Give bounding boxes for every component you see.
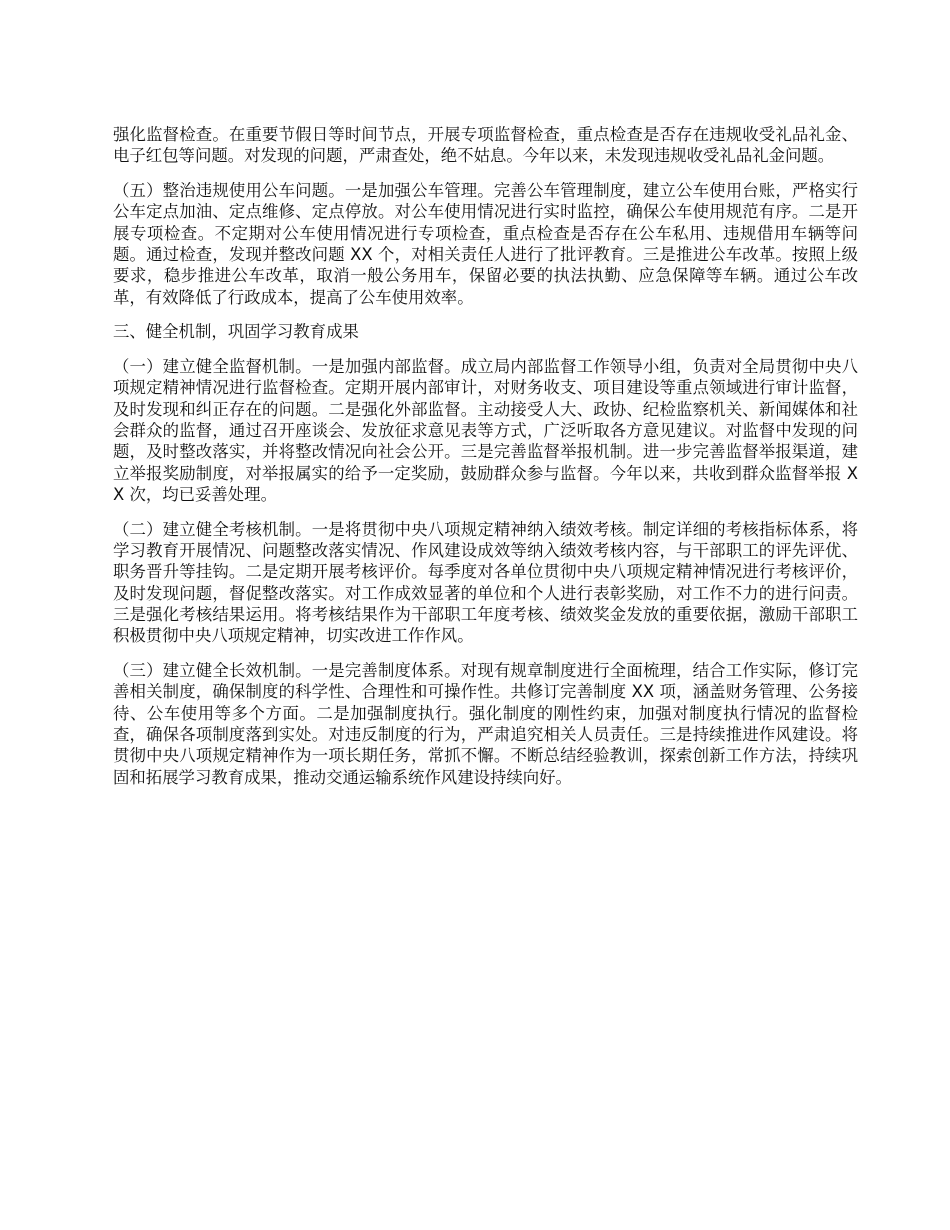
paragraph-supervision-mechanism: （一）建立健全监督机制。一是加强内部监督。成立局内部监督工作领导小组，负责对全局贯彻中央八项规定精神情况进行监督检查。定期开展内部审计，对财务收支、项目建设等重点领域进行审计监督，及时发现和纠正存在的问题。二是强化外部监督。主动接受人大、政协、纪检监察机关、新闻媒体和社会群众的监督，通过召开座谈会、发放征求意见表等方式，广泛听取各方意见建议。对监督中发现的问题，及时整改落实，并将整改情况向社会公开。三是完善监督举报机制。进一步完善监督举报渠道，建立举报奖励制度，对举报属实的给予一定奖励，鼓励群众参与监督。今年以来，共收到群众监督举报 XX 次，均已妥善处理。	[113, 357, 858, 504]
paragraph-gift-supervision: 强化监督检查。在重要节假日等时间节点，开展专项监督检查，重点检查是否存在违规收受礼品礼金、电子红包等问题。对发现的问题，严肃查处，绝不姑息。今年以来，未发现违规收受礼品礼金问题。	[113, 125, 858, 166]
document-body	[113, 124, 858, 801]
section-heading: 三、健全机制，巩固学习教育成果	[113, 322, 359, 342]
paragraph-long-term-mechanism: （三）建立健全长效机制。一是完善制度体系。对现有规章制度进行全面梳理，结合工作实际，修订完善相关制度，确保制度的科学性、合理性和可操作性。共修订完善制度 XX 项，涵盖财务管理、公务接待、公车使用等多个方面。二是加强制度执行。强化制度的刚性约束，加强对制度执行情况的监督检查，确保各项制度落到实处。对违反制度的行为，严肃追究相关人员责任。三是持续推进作风建设。将贯彻中央八项规定精神作为一项长期任务，常抓不懈。不断总结经验教训，探索创新工作方法，持续巩固和拓展学习教育成果，推动交通运输系统作风建设持续向好。	[113, 661, 858, 787]
paragraph-assessment-mechanism: （二）建立健全考核机制。一是将贯彻中央八项规定精神纳入绩效考核。制定详细的考核指标体系，将学习教育开展情况、问题整改落实情况、作风建设成效等纳入绩效考核内容，与干部职工的评先评优、职务晋升等挂钩。二是定期开展考核评价。每季度对各单位贯彻中央八项规定精神情况进行考核评价，及时发现问题，督促整改落实。对工作成效显著的单位和个人进行表彰奖励，对工作不力的进行问责。三是强化考核结果运用。将考核结果作为干部职工年度考核、绩效奖金发放的重要依据，激励干部职工积极贯彻中央八项规定精神，切实改进工作作风。	[113, 519, 858, 646]
paragraph-official-vehicles: （五）整治违规使用公车问题。一是加强公车管理。完善公车管理制度，建立公车使用台账，严格实行公车定点加油、定点维修、定点停放。对公车使用情况进行实时监控，确保公车使用规范有序。二是开展专项检查。不定期对公车使用情况进行专项检查，重点检查是否存在公车私用、违规借用车辆等问题。通过检查，发现并整改问题 XX 个，对相关责任人进行了批评教育。三是推进公车改革。按照上级要求，稳步推进公车改革，取消一般公务用车，保留必要的执法执勤、应急保障等车辆。通过公车改革，有效降低了行政成本，提高了公车使用效率。	[113, 181, 858, 307]
